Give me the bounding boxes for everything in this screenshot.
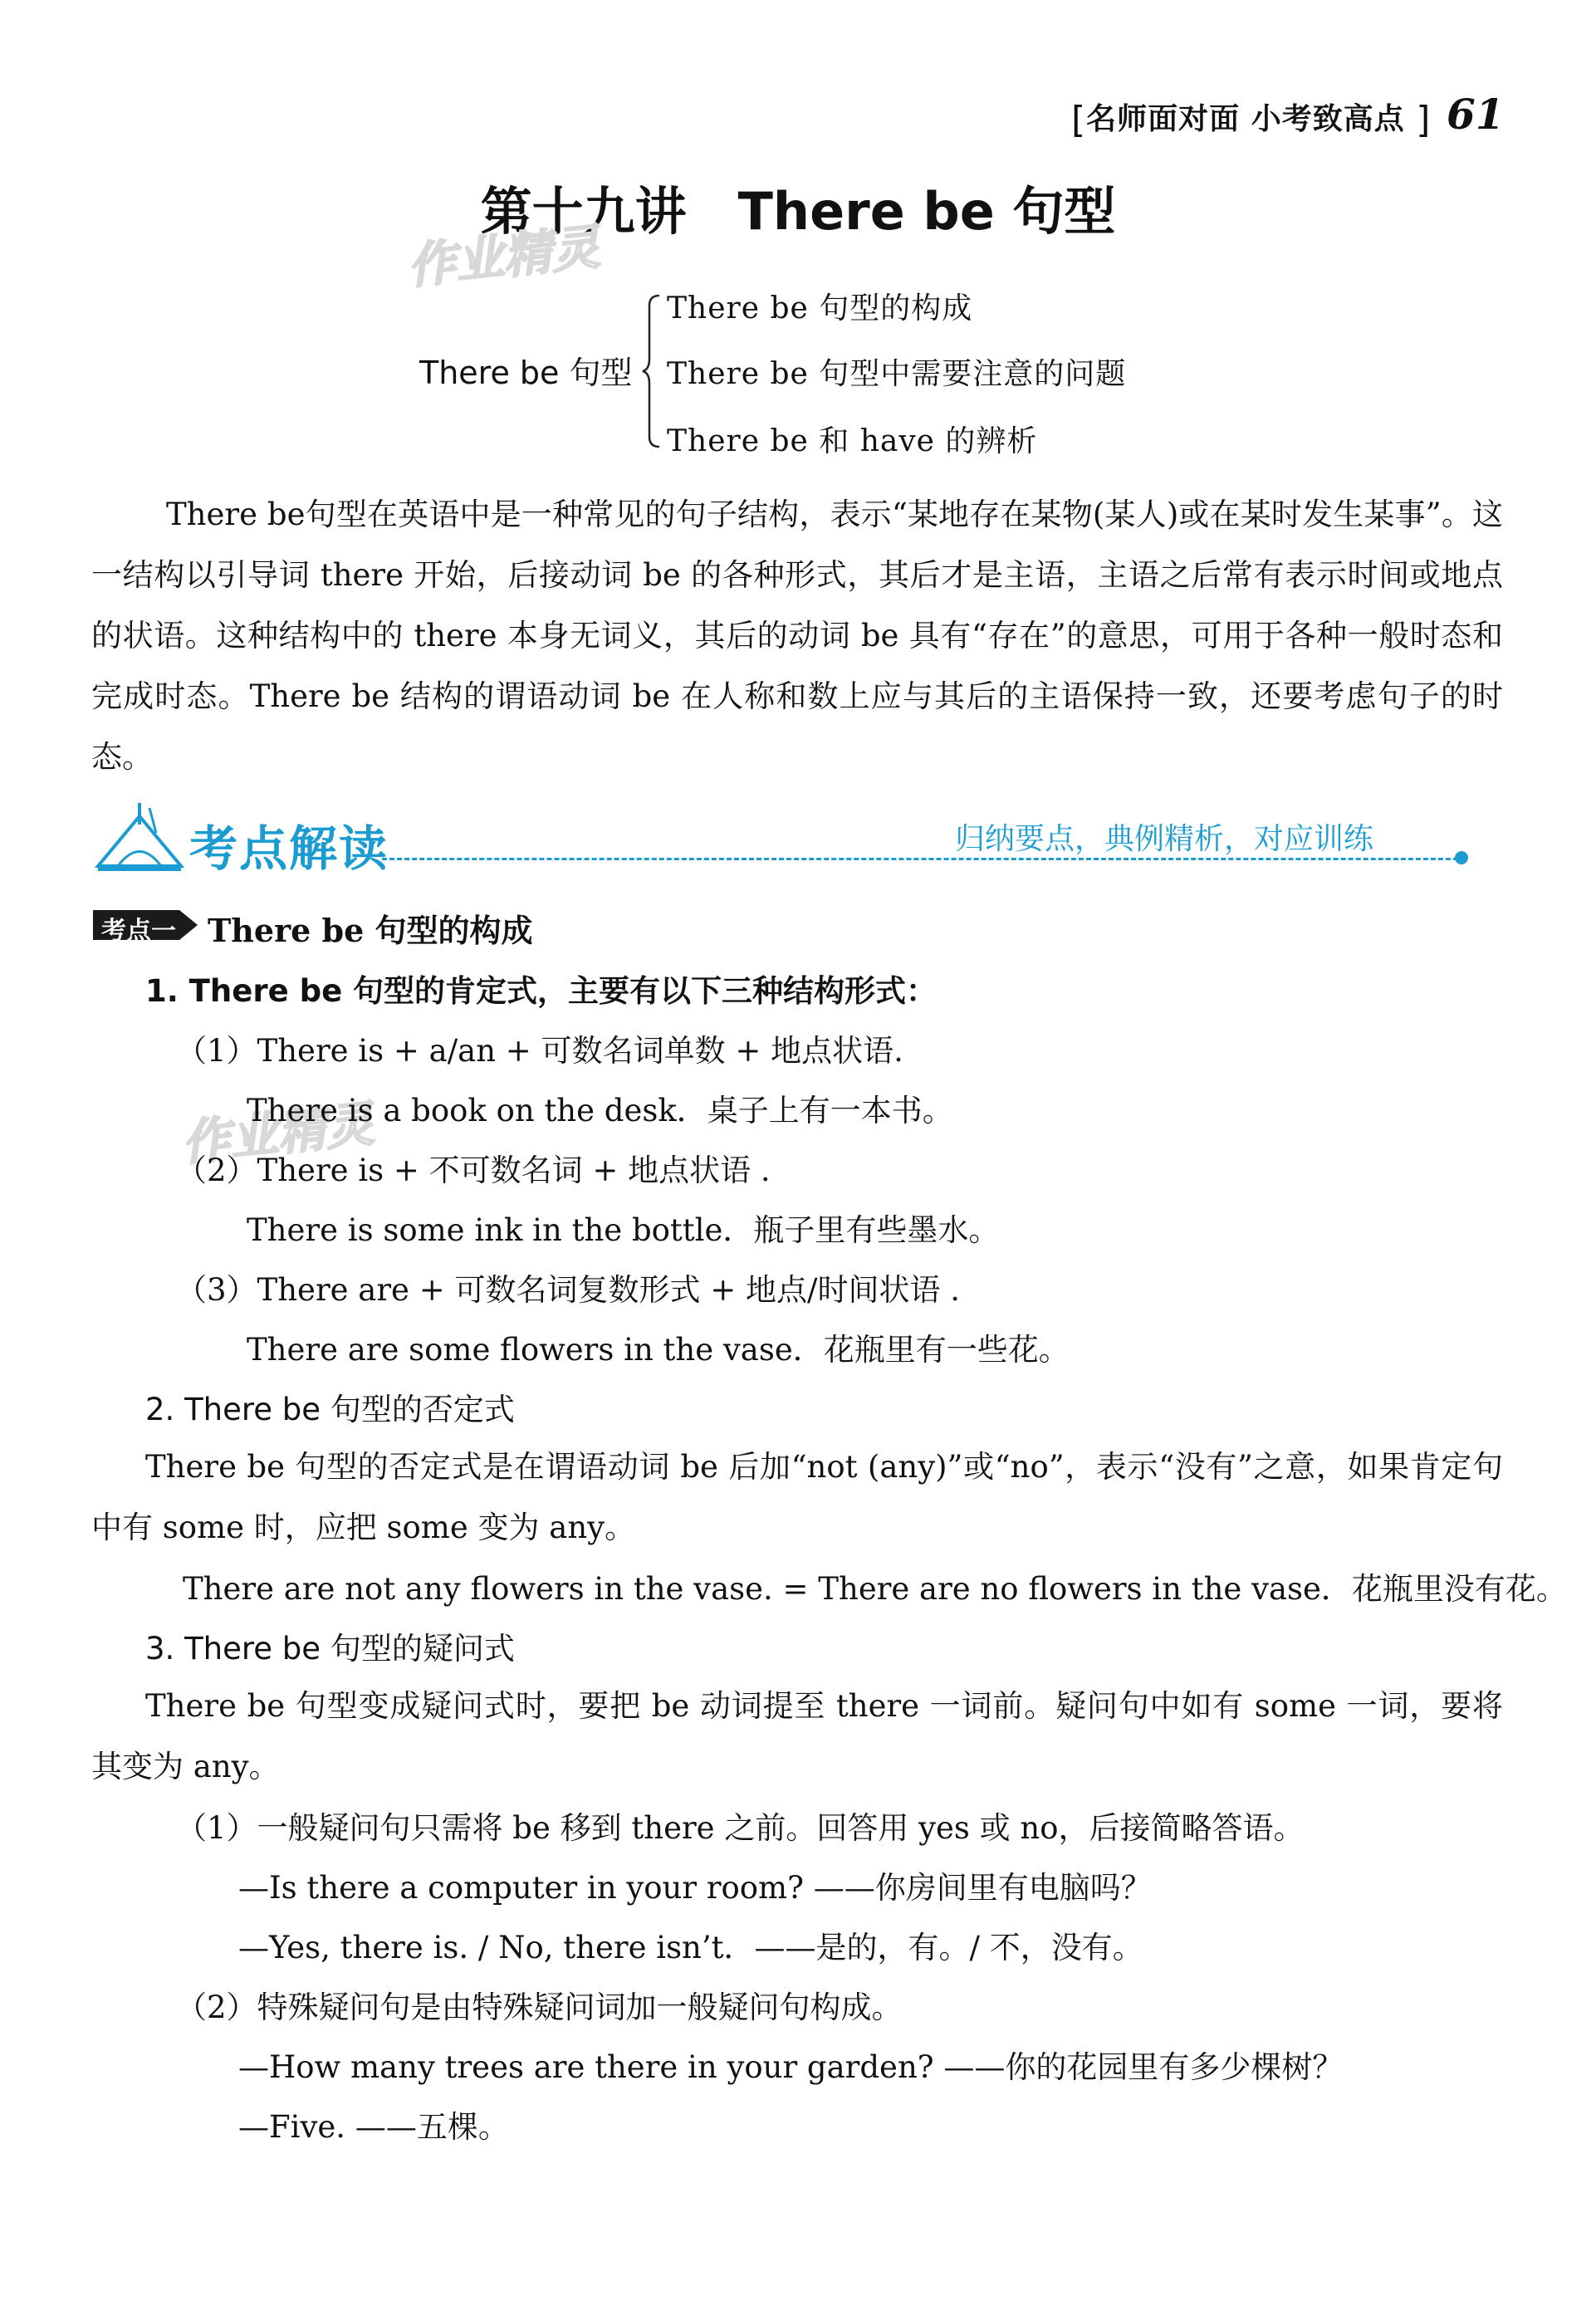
example-sentence: There are some flowers in the vase．花瓶里有一些花。 (247, 1332, 1070, 1368)
mind-map-item: There be 句型中需要注意的问题 (667, 357, 1127, 391)
example-sentence: —Yes, there is. / No, there isn’t．——是的，有。/ 不，没有。 (238, 1930, 1143, 1965)
section-title: 考点解读 (189, 820, 389, 877)
subheading: 1. There be 句型的肯定式，主要有以下三种结构形式： (145, 973, 938, 1009)
bracket-close-icon: ] (1416, 99, 1432, 141)
mind-map-item: There be 句型的构成 (667, 291, 973, 325)
list-item: （1）一般疑问句只需将 be 移到 there 之前。回答用 yes 或 no，后接简略答语。 (176, 1810, 1305, 1846)
list-item: （2）特殊疑问句是由特殊疑问词加一般疑问句构成。 (176, 1990, 903, 2025)
example-sentence: —Five. ——五棵。 (238, 2109, 509, 2145)
list-item: （1）There is + a/an + 可数名词单数 + 地点状语. (176, 1033, 903, 1069)
example-sentence: —How many trees are there in your garden? ——你的花园里有多少棵树？ (238, 2049, 1344, 2085)
example-sentence: There is a book on the desk．桌子上有一本书。 (247, 1093, 953, 1128)
mind-map-root: There be 句型 (419, 355, 633, 391)
point-title: There be 句型的构成 (208, 912, 533, 949)
list-item: （2）There is + 不可数名词 + 地点状语 . (176, 1153, 771, 1188)
divider-dot-icon (1455, 851, 1468, 864)
watermark-logo: 作业精灵 (179, 1095, 377, 1172)
list-item: （3）There are + 可数名词复数形式 + 地点/时间状语 . (176, 1272, 960, 1308)
point-tag-label: 考点一 (101, 917, 176, 946)
intro-paragraph-text: There be句型在英语中是一种常见的句子结构，表示“某地存在某物(某人)或在某时发生某事”。这一结构以引导词 there 开始，后接动词 be 的各种形式，其后才是主语，主语之后常有表示时间或地点的状语。这种结构中的 there 本身无词义，其后的动词 be 具有“存在”的意思，可用于各种一般时态和完成时态。There be 结构的谓语动词 be 在人称和数上应与其后的主语保持一致，还要考虑句子的时态。 (91, 497, 1503, 775)
section-subtitle: 归纳要点，典例精析，对应训练 (955, 822, 1374, 856)
brace-icon (641, 292, 666, 450)
question-paragraph: There be 句型变成疑问式时，要把 be 动词提至 there 一词前。疑问句中如有 some 一词，要将其变为 any。 (91, 1688, 1503, 1784)
example-sentence: —Is there a computer in your room? ——你房间里有电脑吗？ (238, 1870, 1152, 1906)
page-title: 第十九讲 There be 句型 (480, 181, 1116, 242)
bracket-open-icon: [ (1071, 99, 1087, 141)
ruler-compass-icon (93, 800, 184, 874)
series-name: 名师面对面 小考致高点 (1086, 102, 1405, 136)
section-divider (382, 858, 1466, 860)
page-number: 61 (1447, 90, 1505, 139)
example-sentence: There is some ink in the bottle．瓶子里有些墨水。 (247, 1212, 1000, 1248)
watermark-logo: 作业精灵 (404, 218, 603, 295)
mind-map-item: There be 和 have 的辨析 (667, 424, 1038, 458)
series-header (1071, 95, 1432, 141)
subheading: 3. There be 句型的疑问式 (145, 1631, 515, 1667)
example-sentence: There are not any flowers in the vase. = There are no flowers in the vase．花瓶里没有花。 (183, 1571, 1567, 1607)
negative-paragraph: There be 句型的否定式是在谓语动词 be 后加“not (any)”或“no”，表示“没有”之意，如果肯定句中有 some 时，应把 some 变为 any。 (91, 1449, 1503, 1545)
intro-paragraph (91, 484, 1503, 787)
point-tag (93, 907, 201, 947)
subheading: 2. There be 句型的否定式 (145, 1392, 515, 1427)
